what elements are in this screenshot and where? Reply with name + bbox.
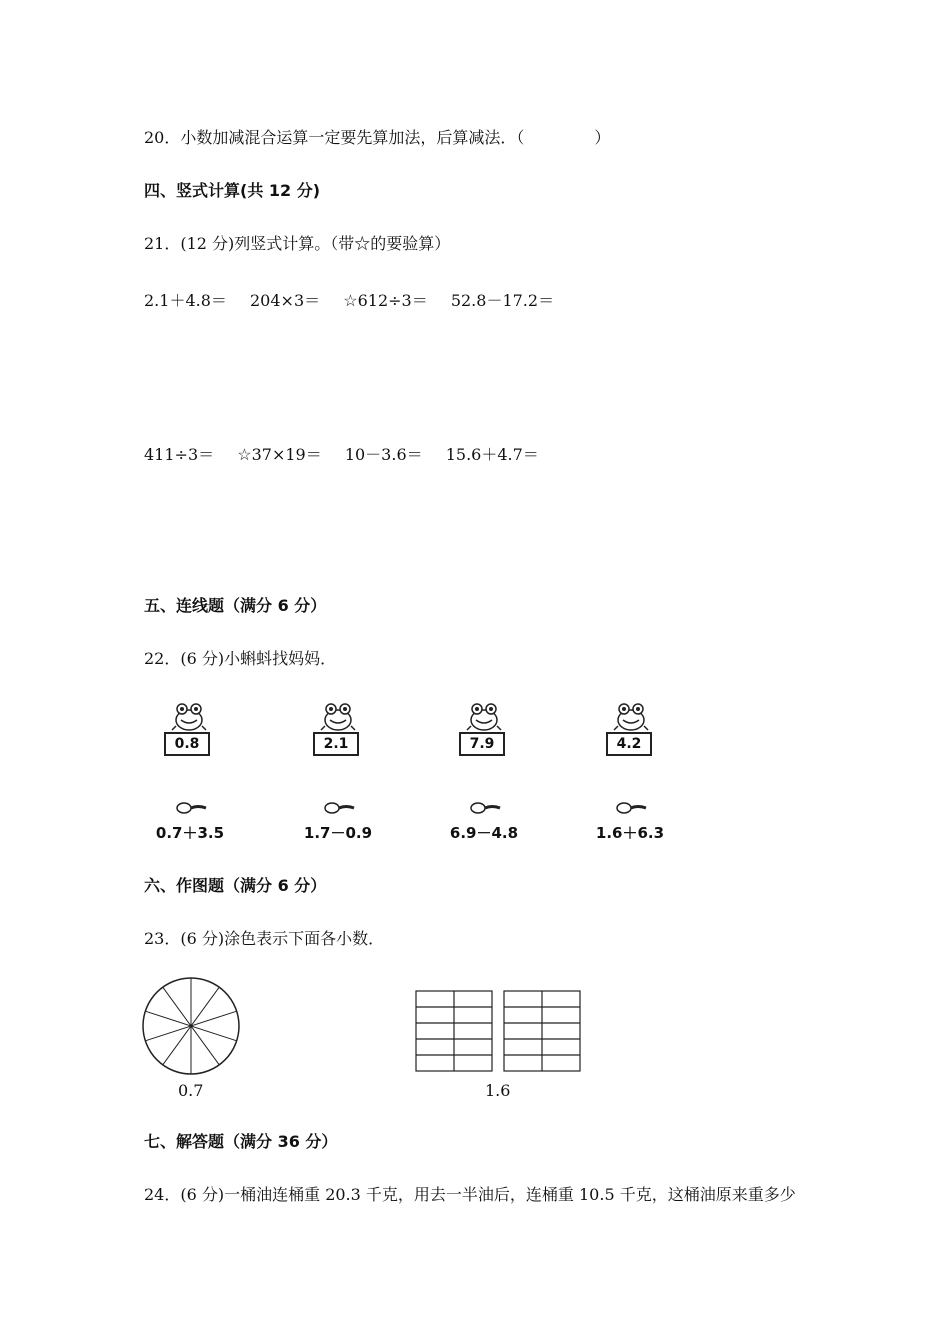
tadpole-expression: 1.6＋6.3 xyxy=(595,824,665,842)
calc-item: ☆37×19＝ xyxy=(237,445,322,464)
frog-number: 4.2 xyxy=(606,732,652,756)
calc-row-1 xyxy=(144,288,572,311)
tadpole-icon xyxy=(170,800,210,816)
frog-number: 2.1 xyxy=(313,732,359,756)
calc-item: ☆612÷3＝ xyxy=(343,291,428,310)
tadpole-3 xyxy=(439,800,529,843)
question-20 xyxy=(144,128,610,148)
tadpole-expression: 6.9－4.8 xyxy=(449,824,519,842)
tadpole-4 xyxy=(585,800,675,843)
question-20-close: ） xyxy=(594,128,611,147)
tadpole-2 xyxy=(293,800,383,843)
section-5-title: 五、连线题（满分 6 分） xyxy=(144,596,327,615)
question-23-text: 23．(6 分)涂色表示下面各小数． xyxy=(144,929,385,948)
tadpole-expression: 0.7＋3.5 xyxy=(155,824,225,842)
tadpole-expression: 1.7－0.9 xyxy=(303,824,373,842)
question-24-text: 24．(6 分)一桶油连桶重 20.3 千克，用去一半油后，连桶重 10.5 千克，这桶油原来重多少 xyxy=(144,1185,796,1204)
tadpole-icon xyxy=(464,800,504,816)
calc-item: 2.1＋4.8＝ xyxy=(144,291,227,310)
frog-3 xyxy=(459,700,509,756)
frog-2 xyxy=(313,700,363,756)
tadpole-1 xyxy=(145,800,235,843)
section-6-title: 六、作图题（满分 6 分） xyxy=(144,876,327,895)
frog-1 xyxy=(164,700,214,756)
grid-figure xyxy=(415,990,581,1072)
frog-icon xyxy=(611,700,651,732)
calc-item: 204×3＝ xyxy=(250,291,321,310)
frog-icon xyxy=(464,700,504,732)
circle-label: 0.7 xyxy=(178,1081,204,1100)
question-21-text: 21．(12 分)列竖式计算。（带☆的要验算） xyxy=(144,234,451,253)
frog-icon xyxy=(169,700,209,732)
tadpole-icon xyxy=(318,800,358,816)
calc-row-2 xyxy=(144,442,557,465)
circle-figure xyxy=(140,975,242,1077)
calc-item: 52.8－17.2＝ xyxy=(450,291,555,310)
grid-label: 1.6 xyxy=(485,1081,511,1100)
calc-item: 411÷3＝ xyxy=(144,445,215,464)
calc-item: 15.6＋4.7＝ xyxy=(445,445,539,464)
frog-icon xyxy=(318,700,358,732)
section-4-title: 四、竖式计算(共 12 分) xyxy=(144,181,321,200)
frog-4 xyxy=(606,700,656,756)
question-20-text: 20．小数加减混合运算一定要先算加法，后算减法．（ xyxy=(144,128,525,147)
tadpole-icon xyxy=(610,800,650,816)
calc-item: 10－3.6＝ xyxy=(344,445,423,464)
section-7-title: 七、解答题（满分 36 分） xyxy=(144,1132,338,1151)
frog-number: 0.8 xyxy=(164,732,210,756)
frog-number: 7.9 xyxy=(459,732,505,756)
question-22-text: 22．(6 分)小蝌蚪找妈妈． xyxy=(144,649,337,668)
